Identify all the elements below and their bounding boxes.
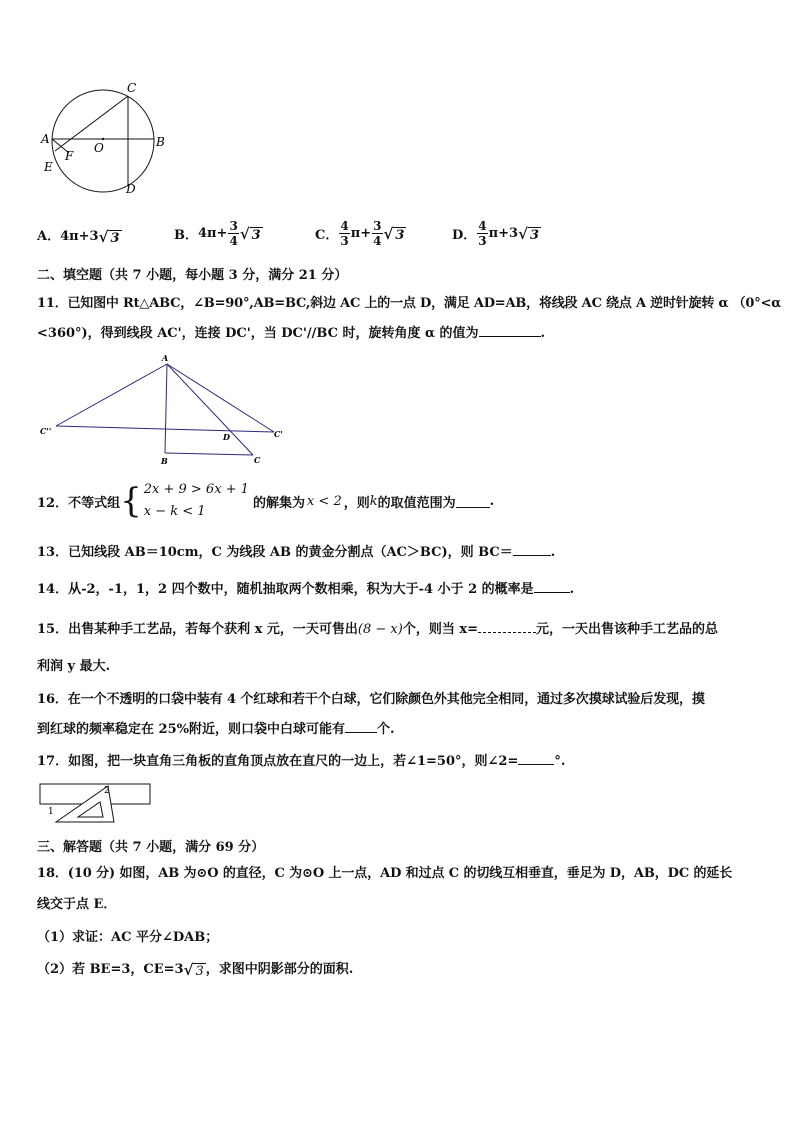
q17-line: 17．如图，把一块直角三角板的直角顶点放在直尺的一边上，若∠1=50°，则∠2= °. <box>37 754 566 769</box>
seg-a-c2 <box>56 364 167 426</box>
circle-figure <box>36 78 176 198</box>
q10-options <box>37 220 597 246</box>
label-a: A <box>41 132 50 146</box>
seg-b-c <box>165 453 253 455</box>
q11-line2: <360°)，得到线段 AC'，连接 DC'，当 DC'//BC 时，旋转角度 α 的值为 . <box>37 326 546 341</box>
q12-row1: 2x + 9 > 6x + 1 <box>143 482 249 497</box>
q14-line: 14．从-2，-1，1，2 四个数中，随机抽取两个数相乘，积为大于-4 小于 2 的概率是 . <box>37 582 575 597</box>
label-c2: C'' <box>40 426 52 436</box>
q18-part1: （1）求证：AC 平分∠DAB； <box>37 930 219 945</box>
seg-a-c1 <box>167 364 274 432</box>
label-e: E <box>44 160 53 174</box>
label-d2: D <box>223 432 230 442</box>
label-o: O <box>94 141 104 155</box>
q16-line1: 16．在一个不透明的口袋中装有 4 个红球和若干个白球，它们除颜色外其他完全相同，通过多次摸球试验后发现，摸 <box>37 692 705 707</box>
center-dot <box>102 138 104 140</box>
q11-line1: 11．已知图中 Rt△ABC，∠B=90°,AB=BC,斜边 AC 上的一点 D，满足 AD=AB，将线段 AC 绕点 A 逆时针旋转 α （0°<α <box>37 296 782 311</box>
q12-row2: x − k < 1 <box>143 504 206 519</box>
q14-answer-blank[interactable] <box>534 580 570 593</box>
label-b: B <box>156 135 165 149</box>
q18-line1: 18．(10 分) 如图，AB 为⊙O 的直径，C 为⊙O 上一点，AD 和过点 C 的切线互相垂直，垂足为 D，AB，DC 的延长 <box>37 866 733 881</box>
label-f: F <box>65 149 74 163</box>
section3-title: 三、解答题（共 7 小题，满分 69 分） <box>37 840 265 855</box>
q17-answer-blank[interactable] <box>518 752 554 765</box>
q13-line: 13．已知线段 AB＝10cm，C 为线段 AB 的黄金分割点（AC＞BC)，则 BC＝ . <box>37 545 556 560</box>
option-b: B．4π+ $\frac{3}{4}$ √ 3 <box>174 219 261 248</box>
triangle-figure <box>38 352 288 467</box>
label-b2: B <box>161 456 168 466</box>
q15-answer-blank[interactable] <box>478 620 536 633</box>
label-d: D <box>126 182 136 196</box>
angle-label-1: 1 <box>48 807 54 817</box>
ruler-triangle-figure <box>38 780 158 828</box>
q12-answer-blank[interactable] <box>456 495 490 508</box>
label-c3: C <box>254 455 261 465</box>
seg-a-c <box>167 364 253 455</box>
label-a2: A <box>162 353 169 363</box>
q15-line1: 15．出售某种手工艺品，若每个获利 x 元，一天可售出(8 − x)个，则当 x= 元，一天出售该种手工艺品的总 <box>37 622 718 637</box>
option-a: A．4π+3√ 3 <box>37 227 120 246</box>
q12-line: 12．不等式组 { 2x + 9 > 6x + 1 x − k < 1 的解集为 x < 2 ，则 k 的取值范围为 . <box>37 481 495 521</box>
q16-line2: 到红球的频率稳定在 25%附近，则口袋中白球可能有 个. <box>37 722 395 737</box>
q18-line2: 线交于点 E． <box>37 897 117 912</box>
q16-answer-blank[interactable] <box>345 720 377 733</box>
q11-answer-blank[interactable] <box>479 324 541 337</box>
angle-label-2: 2 <box>104 786 110 796</box>
q18-part2: （2）若 BE=3，CE=3√ 3 ，求图中阴影部分的面积. <box>37 960 354 979</box>
label-c: C <box>127 81 137 95</box>
chord-ac <box>55 96 128 151</box>
q13-answer-blank[interactable] <box>513 543 551 556</box>
seg-a-b <box>165 364 167 453</box>
label-c1: C' <box>274 429 283 439</box>
option-d: D． $\frac{4}{3}$ π+3√ 3 <box>452 219 539 248</box>
option-c: C． $\frac{4}{3}$ π+ $\frac{3}{4}$ √ 3 <box>315 219 405 248</box>
section2-title: 二、填空题（共 7 小题，每小题 3 分，满分 21 分） <box>37 268 348 283</box>
q15-line2: 利润 y 最大. <box>37 659 111 674</box>
